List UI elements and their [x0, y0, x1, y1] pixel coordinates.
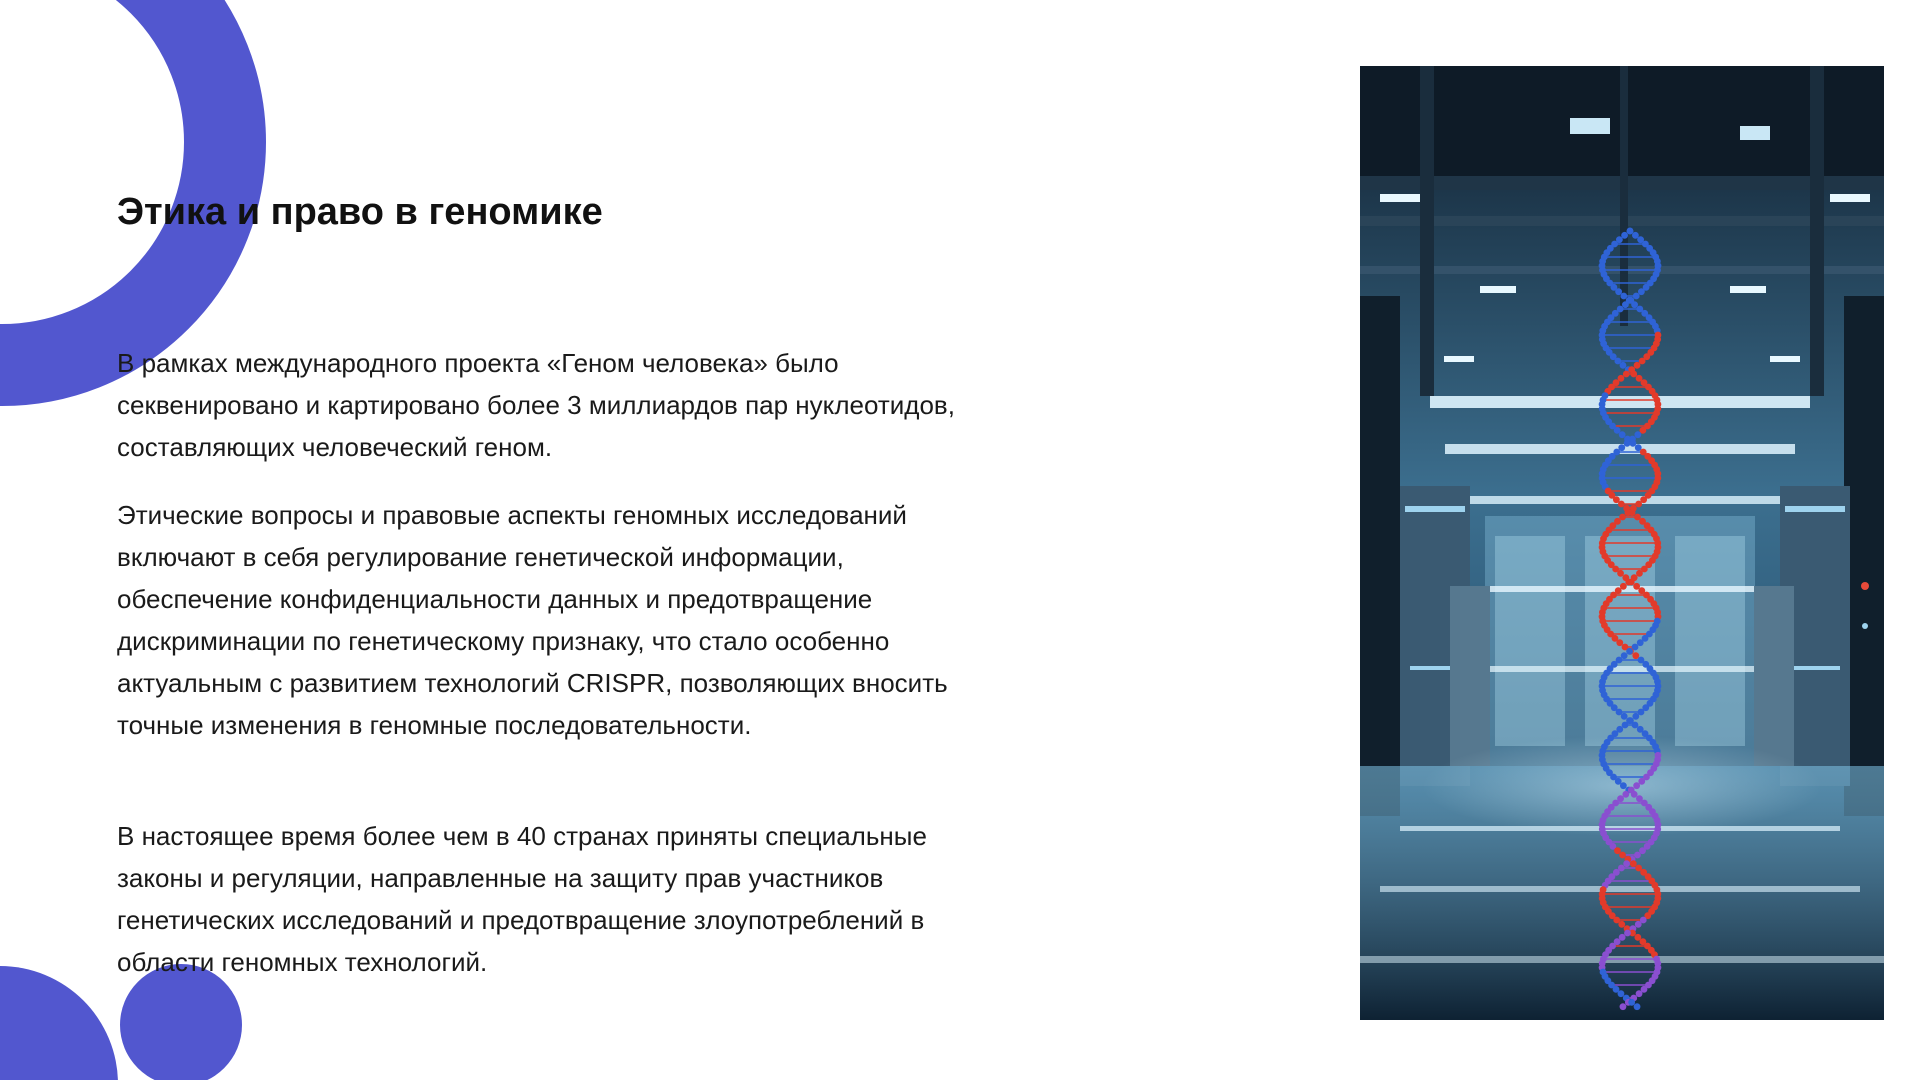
dna-laboratory-image — [1360, 66, 1884, 1020]
dna-strand-point — [1636, 990, 1643, 997]
dna-strand-point — [1632, 652, 1639, 659]
paragraph-ethics-law: Этические вопросы и правовые аспекты геномных исследований включают в себя регулирование генетической информации, обеспечение конфиденциальности данных и предотвращение дискриминации по генетическому признаку, что стало особенно актуальным с развитием технологий CRISPR, позволяющих вносить точные изменения в геномные последовательности. — [117, 500, 948, 740]
dna-strand-point — [1637, 639, 1644, 646]
dna-strand-point — [1627, 228, 1634, 235]
dna-strand-point — [1631, 301, 1638, 308]
dna-strand-point — [1621, 652, 1628, 659]
dna-strand-point — [1624, 930, 1631, 937]
dna-strand-point — [1618, 990, 1625, 997]
dna-strand-point — [1621, 232, 1628, 239]
dna-strand-point — [1636, 570, 1643, 577]
dna-strand-point — [1620, 782, 1627, 789]
dna-strand-point — [1635, 921, 1642, 928]
dna-strand-point — [1620, 293, 1627, 300]
dna-strand-point — [1633, 782, 1640, 789]
dna-strand-point — [1632, 722, 1639, 729]
dna-strand-point — [1623, 371, 1630, 378]
dna-strand-point — [1623, 860, 1630, 867]
paragraph-regulations: В настоящее время более чем в 40 странах приняты специальные законы и регуляции, направленные на защиту прав участников генетических исследований и предотвращение злоупотреблений в области геномных технологий. — [117, 821, 927, 977]
dna-strand-point — [1617, 570, 1624, 577]
dna-strand-point — [1626, 648, 1633, 655]
dna-strand-point — [1619, 852, 1626, 859]
dna-strand-point — [1632, 232, 1639, 239]
dna-strand-point — [1619, 431, 1626, 438]
slide-title: Этика и право в геномике — [117, 191, 603, 233]
dna-strand-point — [1620, 362, 1627, 369]
dna-strand-point — [1634, 362, 1641, 369]
dna-strand-point — [1618, 501, 1625, 508]
dna-strand-point — [1638, 709, 1645, 716]
dna-strand-point — [1631, 791, 1638, 798]
dna-strand-point — [1634, 431, 1641, 438]
dna-strand-point — [1618, 921, 1625, 928]
dna-strand-point — [1624, 440, 1631, 447]
dna-strand-point — [1630, 440, 1637, 447]
dna-strand-point — [1635, 501, 1642, 508]
dna-strand-point — [1616, 639, 1623, 646]
dna-strand-point — [1628, 579, 1635, 586]
dna-strand-point — [1633, 293, 1640, 300]
dna-strand-point — [1622, 791, 1629, 798]
dna-strand-point — [1630, 860, 1637, 867]
dna-strand-point — [1620, 1003, 1627, 1010]
dna-strand-point — [1632, 713, 1639, 720]
dna-strand-point — [1622, 301, 1629, 308]
dna-strand-point — [1616, 709, 1623, 716]
decorative-quarter-circle-shape — [0, 966, 118, 1080]
dna-strand-point — [1628, 999, 1635, 1006]
dna-strand-point — [1630, 371, 1637, 378]
dna-strand-point — [1622, 722, 1629, 729]
dna-strand-point — [1634, 1003, 1641, 1010]
dna-strand-point — [1634, 852, 1641, 859]
dna-strand-point — [1621, 713, 1628, 720]
dna-strand-point — [1625, 509, 1632, 516]
paragraph-genome-project: В рамках международного проекта «Геном человека» было секвенировано и картировано более 3 миллиардов пар нуклеотидов, составляющих человеческий геном. — [117, 348, 955, 462]
